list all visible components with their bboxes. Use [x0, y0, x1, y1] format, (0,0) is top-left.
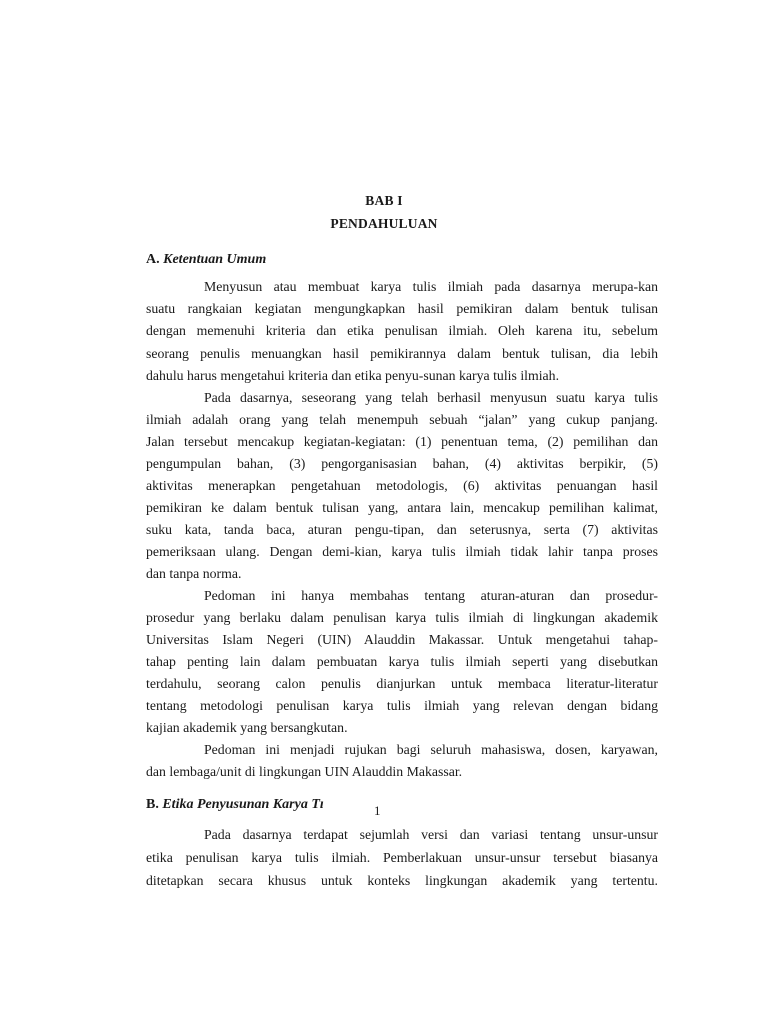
section-b-label: B. — [146, 797, 159, 812]
text-line: dahulu harus mengetahui kriteria dan etika penyu-sunan karya tulis ilmiah. — [146, 368, 560, 383]
text-line: ditetapkan secara khusus untuk konteks lingkungan akademik yang tertentu. — [146, 873, 658, 888]
text-line: prosedur yang berlaku dalam penulisan karya tulis ilmiah di lingkungan akademik — [146, 610, 658, 625]
section-a-label: A. — [146, 252, 160, 267]
section-a-heading — [146, 252, 266, 268]
text-line: suatu rangkaian kegiatan mengungkapkan hasil pemikiran dalam bentuk tulisan — [146, 301, 658, 316]
text-line: Jalan tersebut mencakup kegiatan-kegiatan: (1) penentuan tema, (2) pemilihan dan — [146, 434, 658, 449]
text-line: tentang metodologi penulisan karya tulis ilmiah yang relevan dengan bidang — [146, 698, 658, 713]
text-line: kajian akademik yang bersangkutan. — [146, 720, 348, 735]
text-line: etika penulisan karya tulis ilmiah. Pemberlakuan unsur-unsur tersebut biasanya — [146, 850, 658, 865]
text-line: Universitas Islam Negeri (UIN) Alauddin Makassar. Untuk mengetahui tahap- — [146, 632, 658, 647]
section-b-heading — [146, 797, 324, 813]
text-line: Pada dasarnya, seseorang yang telah berhasil menyusun suatu karya tulis — [204, 390, 658, 405]
text-line: pemikiran ke dalam bentuk tulisan yang, antara lain, mencakup pemilihan kalimat, — [146, 500, 658, 515]
section-a-title: Ketentuan Umum — [163, 252, 267, 267]
text-line: pengumpulan bahan, (3) pengorganisasian bahan, (4) aktivitas berpikir, (5) — [146, 456, 658, 471]
chapter-number: BAB I — [365, 193, 403, 208]
chapter-title: PENDAHULUAN — [330, 216, 438, 231]
text-line: dan tanpa norma. — [146, 566, 242, 581]
page-number: 1 — [374, 803, 381, 818]
text-line: tahap penting lain dalam pembuatan karya tulis ilmiah seperti yang disebutkan — [146, 654, 658, 669]
text-line: ilmiah adalah orang yang telah menempuh sebuah “jalan” yang cukup panjang. — [146, 412, 658, 427]
text-line: dan lembaga/unit di lingkungan UIN Alauddin Makassar. — [146, 764, 463, 779]
text-line: dengan memenuhi kriteria dan etika penulisan ilmiah. Oleh karena itu, sebelum — [146, 323, 658, 338]
text-line: Pedoman ini hanya membahas tentang aturan-aturan dan prosedur- — [204, 588, 658, 603]
text-line: seorang penulis menuangkan hasil pemikirannya dalam bentuk tulisan, dia lebih — [146, 346, 658, 361]
text-line: Pada dasarnya terdapat sejumlah versi dan variasi tentang unsur-unsur — [204, 827, 658, 842]
text-line: terdahulu, seorang calon penulis dianjurkan untuk membaca literatur-literatur — [146, 676, 658, 691]
text-line: pemeriksaan ulang. Dengan demi-kian, karya tulis ilmiah tidak lahir tanpa proses — [146, 544, 658, 559]
text-line: Menyusun atau membuat karya tulis ilmiah pada dasarnya merupa-kan — [204, 279, 658, 294]
text-line: aktivitas menerapkan pengetahuan metodologis, (6) aktivitas penuangan hasil — [146, 478, 658, 493]
section-b-title: Etika Penyusunan Karya Tı — [162, 797, 324, 812]
text-line: Pedoman ini menjadi rujukan bagi seluruh mahasiswa, dosen, karyawan, — [204, 742, 658, 757]
text-line: suku kata, tanda baca, aturan pengu-tipan, dan seterusnya, serta (7) aktivitas — [146, 522, 658, 537]
